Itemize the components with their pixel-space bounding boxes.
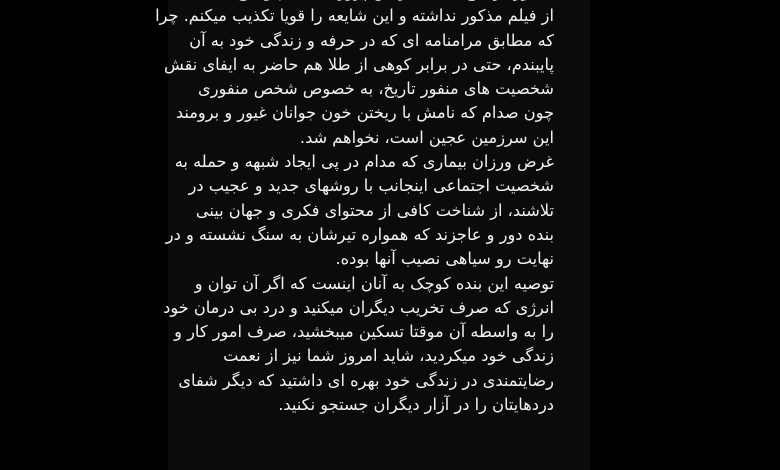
text-line: غرض ورزان بیماری که مدام در پی ایجاد شبهه و حمله به	[174, 152, 554, 172]
text-line: انرژی که صرف تخریب دیگران میکنید و درد بی درمان خود	[163, 297, 554, 317]
text-line: شخصیت اجتماعی اینجانب با روشهای جدید و عجیب در	[188, 176, 554, 196]
text-line: توصیه این بنده کوچک به آنان اینست که اگر آن توان و	[194, 273, 554, 293]
text-line: نهایت رو سیاهی نصیب آنها بوده.	[335, 249, 554, 269]
text-line: بنده دور و عاجزند که همواره تیرشان به سنگ نشسته و در	[165, 224, 554, 244]
text-line: چون صدام که نامش با ریختن خون جوانان غیور و برومند	[175, 103, 554, 123]
text-line: که مطابق مرامنامه ای که در حرفه و زندگی خود به آن	[189, 30, 554, 50]
text-line: از فیلم مذکور نداشته و این شایعه را قویا تکذیب میکنم. چرا	[155, 6, 554, 26]
text-line: دردهایتان را در آزار دیگران جستجو نکنید.	[278, 395, 554, 415]
text-line: تلاشند، از شناخت کافی از محتوای فکری و جهان بینی	[195, 200, 554, 220]
text-line: شخصیت های منفور تاریخ، به خصوص شخص منفوری	[198, 79, 554, 99]
text-line: را به واسطه آن موقتا تسکین میبخشید، صرف امور کار و	[174, 322, 554, 342]
text-line: رضایتمندی در زندگی خود بهره ای داشتید که دیگر شفای	[178, 370, 554, 390]
text-line: پایبندم، حتی در برابر کوهی از طلا هم حاضر به ایفای نقش	[163, 54, 554, 74]
text-line: زندگی خود میکردید، شاید امروز شما نیز از نعمت	[223, 346, 554, 366]
statement-text	[155, 0, 554, 417]
text-line: این سرزمین عجین است، نخواهم شد.	[299, 127, 554, 147]
